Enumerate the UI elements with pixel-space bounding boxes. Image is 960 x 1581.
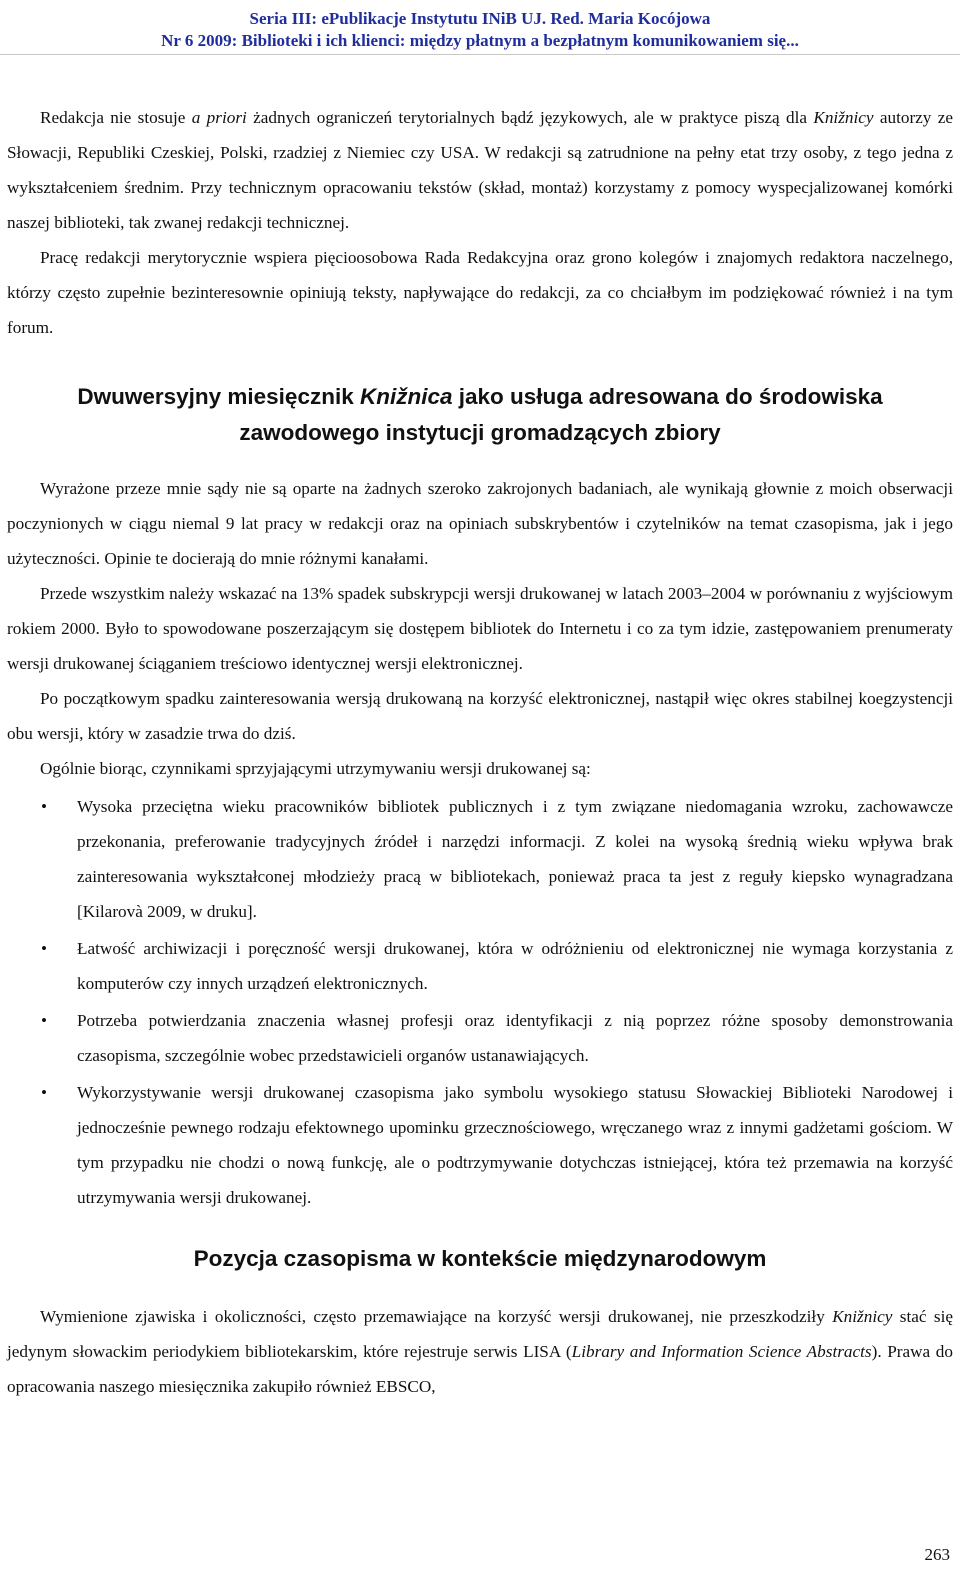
paragraph-observations: Wyrażone przeze mnie sądy nie są oparte na żadnych szeroko zakrojonych badaniach, ale wynikają głownie z moich obserwacji poczynionych w ciągu niemal 9 lat pracy w redakcji oraz na opiniach subskrybentów i czytelników na temat czasopisma, jak i jego użyteczności. Opinie te docierają do mnie różnymi kanałami.	[7, 479, 953, 568]
journal-name: Knižnicy	[813, 108, 874, 127]
list-item-text: Łatwość archiwizacji i poręczność wersji drukowanej, która w odróżnieniu od elektronicznej nie wymaga korzystania z komputerów czy innych urządzeń elektronicznych.	[77, 939, 953, 993]
text-span: autorzy ze Słowacji, Republiki Czeskiej, Polski, rzadziej z Niemiec czy USA. W redakcji są zatrudnione na pełny etat trzy osoby, z tego jedna z wykształceniem średnim. Przy technicznym opracowaniu tekstów (skład, montaż) korzystamy z pomocy wyspecjalizowanej komórki naszej biblioteki, tak zwanej redakcji technicznej.	[7, 108, 954, 232]
paragraph-subscription-drop: Przede wszystkim należy wskazać na 13% spadek subskrypcji wersji drukowanej w latach 2003–2004 w porównaniu z wyjściowym rokiem 2000. Było to spowodowane poszerzającym się dostępem bibliotek do Internetu i co za tym idzie, zastępowaniem prenumeraty wersji drukowanej ściąganiem treściowo identycznej wersji elektronicznej.	[7, 584, 953, 673]
database-name: Library and Information Science Abstracts	[571, 1342, 872, 1361]
header-series-line: Seria III: ePublikacje Instytutu INiB UJ. Red. Maria Kocójowa	[249, 9, 711, 28]
running-header	[0, 8, 960, 52]
paragraph-editorial-policy	[7, 100, 953, 240]
heading-text: Dwuwersyjny miesięcznik	[77, 384, 360, 409]
list-item	[7, 1075, 953, 1215]
header-issue-line: Nr 6 2009: Biblioteki i ich klienci: między płatnym a bezpłatnym komunikowaniem się...	[161, 31, 799, 50]
text-span: stać się jedynym słowackim periodykiem bibliotekarskim, które rejestruje serwis LISA (	[7, 1307, 953, 1361]
bullet-icon: •	[41, 1083, 48, 1102]
factors-list	[7, 789, 953, 1215]
article-body	[7, 100, 953, 1404]
emphasis: a priori	[191, 108, 247, 127]
section-heading-2: Pozycja czasopisma w kontekście międzynarodowym	[193, 1246, 767, 1271]
list-item	[7, 789, 953, 929]
header-divider	[0, 54, 960, 55]
bullet-icon: •	[41, 939, 48, 958]
list-item	[7, 931, 953, 1001]
text-span: ). Prawa do opracowania naszego miesięcznika zakupiło również EBSCO,	[7, 1342, 953, 1396]
list-item-text: Potrzeba potwierdzania znaczenia własnej profesji oraz identyfikacji z nią poprzez różne sposoby demonstrowania czasopisma, szczególnie wobec przedstawicieli organów ustanawiających.	[77, 1011, 953, 1065]
bullet-icon: •	[41, 1011, 48, 1030]
section-heading-1	[7, 379, 953, 451]
text-span: Wymienione zjawiska i okoliczności, często przemawiające na korzyść wersji drukowanej, nie przeszkodziły	[40, 1307, 833, 1326]
bullet-icon: •	[41, 797, 48, 816]
page-number: 263	[924, 1545, 950, 1564]
text-span: Redakcja nie stosuje	[40, 108, 192, 127]
paragraph-international	[7, 1299, 953, 1404]
journal-name: Knižnicy	[832, 1307, 893, 1326]
paragraph-editorial-board: Pracę redakcji merytorycznie wspiera pięcioosobowa Rada Redakcyjna oraz grono kolegów i znajomych redaktora naczelnego, którzy często zupełnie bezinteresownie opiniują teksty, napływające do redakcji, za co chciałbym im podziękować również i na tym forum.	[7, 248, 953, 337]
list-item-text: Wysoka przeciętna wieku pracowników bibliotek publicznych i z tym związane niedomagania wzroku, zachowawcze przekonania, preferowanie tradycyjnych źródeł i narzędzi informacji. Z kolei na wysoką średnią wieku wpływa brak zainteresowania wykształconej młodzieży pracą w bibliotekach, ponieważ praca ta jest z reguły kiepsko wynagradzana [Kilarovà 2009, w druku].	[77, 797, 953, 921]
list-item	[7, 1003, 953, 1073]
paragraph-coexistence: Po początkowym spadku zainteresowania wersją drukowaną na korzyść elektronicznej, nastąpił więc okres stabilnej koegzystencji obu wersji, który w zasadzie trwa do dziś.	[7, 689, 953, 743]
paragraph-factors-intro: Ogólnie biorąc, czynnikami sprzyjającymi utrzymywaniu wersji drukowanej są:	[40, 759, 591, 778]
list-item-text: Wykorzystywanie wersji drukowanej czasopisma jako symbolu wysokiego statusu Słowackiej Biblioteki Narodowej i jednocześnie pewnego rodzaju efektownego upominku grzecznościowego, wręczanego wraz z innymi gadżetami gościom. W tym przypadku nie chodzi o nową funkcję, ale o podtrzymywanie dotychczas istniejącej, która też przemawia na korzyść utrzymywania wersji drukowanej.	[77, 1083, 953, 1207]
text-span: żadnych ograniczeń terytorialnych bądź językowych, ale w praktyce piszą dla	[246, 108, 814, 127]
heading-text: jako usługa adresowana do środowiska zawodowego instytucji gromadzących zbiory	[239, 384, 883, 445]
journal-name: Knižnica	[359, 384, 453, 409]
